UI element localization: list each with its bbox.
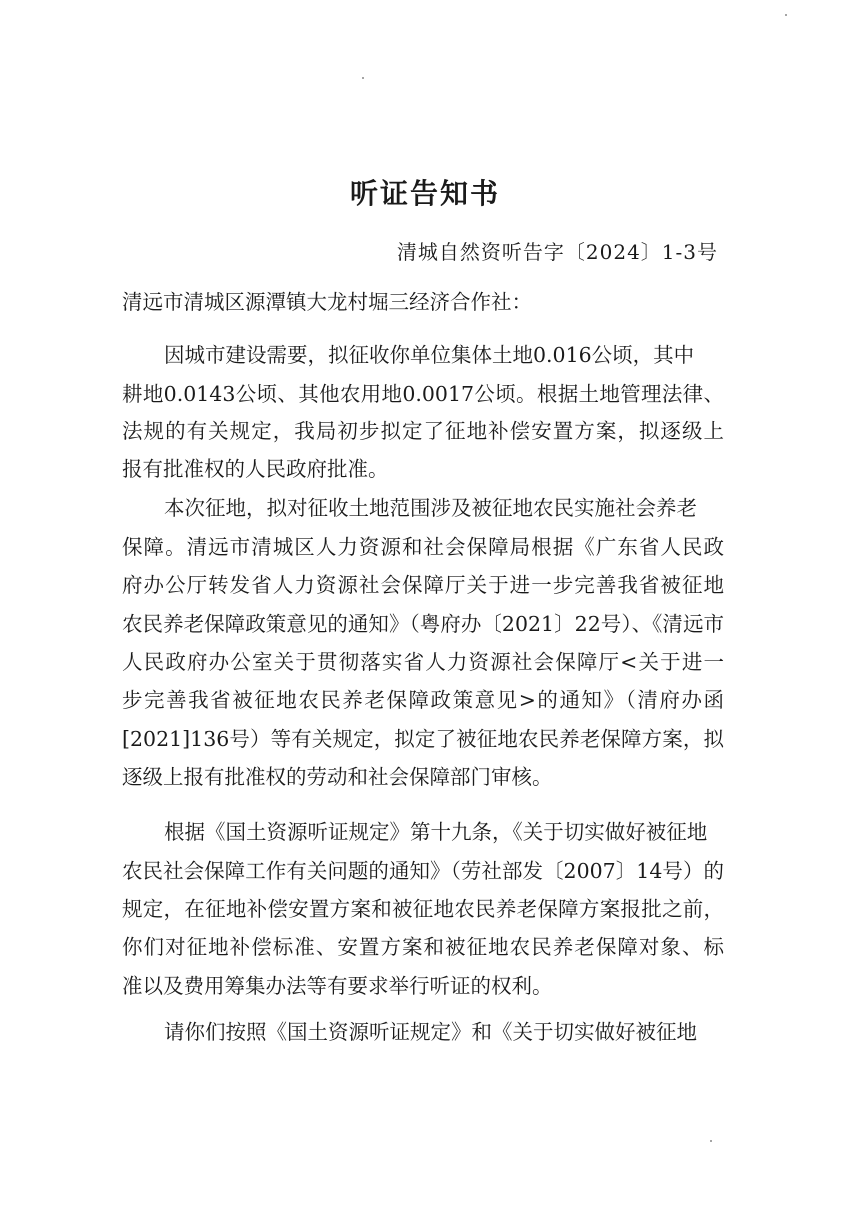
paragraph-line: 农民社会保障工作有关问题的通知》（劳社部发〔2007〕14号）的 bbox=[122, 859, 724, 883]
paragraph-line: 准以及费用筹集办法等有要求举行听证的权利。 bbox=[122, 974, 553, 998]
paragraph-line: 逐级上报有批准权的劳动和社会保障部门审核。 bbox=[122, 765, 553, 789]
paragraph-line: 耕地0.0143公顷、其他农用地0.0017公顷。根据土地管理法律、 bbox=[122, 382, 724, 406]
paragraph-line: 法规的有关规定，我局初步拟定了征地补偿安置方案，拟逐级上 bbox=[122, 419, 724, 443]
paragraph-line: 因城市建设需要，拟征收你单位集体土地0.016公顷，其中 bbox=[164, 343, 695, 367]
paragraph-line: 你们对征地补偿标准、安置方案和被征地农民养老保障对象、标 bbox=[122, 935, 724, 959]
paragraph-line: 规定，在征地补偿安置方案和被征地农民养老保障方案报批之前， bbox=[122, 897, 724, 921]
paragraph-line: 农民养老保障政策意见的通知》（粤府办〔2021〕22号）、《清远市 bbox=[122, 612, 724, 636]
addressee: 清远市清城区源潭镇大龙村堀三经济合作社： bbox=[122, 290, 532, 314]
paragraph-line: 保障。清远市清城区人力资源和社会保障局根据《广东省人民政 bbox=[122, 535, 724, 559]
paragraph-line: 请你们按照《国土资源听证规定》和《关于切实做好被征地 bbox=[164, 1020, 697, 1044]
paragraph-line: 本次征地，拟对征收土地范围涉及被征地农民实施社会养老 bbox=[164, 496, 697, 520]
paragraph-line: [2021]136号）等有关规定，拟定了被征地农民养老保障方案，拟 bbox=[122, 727, 724, 751]
document-title: 听证告知书 bbox=[349, 177, 500, 210]
paragraph-line: 步完善我省被征地农民养老保障政策意见>的通知》（清府办函 bbox=[122, 688, 724, 712]
scan-speck bbox=[785, 14, 787, 16]
scan-speck bbox=[710, 1140, 712, 1142]
paragraph-line: 根据《国土资源听证规定》第十九条，《关于切实做好被征地 bbox=[164, 820, 708, 844]
paragraph-line: 报有批准权的人民政府批准。 bbox=[122, 457, 389, 481]
paragraph-line: 人民政府办公室关于贯彻落实省人力资源社会保障厅<关于进一 bbox=[122, 650, 724, 674]
document-number: 清城自然资听告字〔2024〕1-3号 bbox=[396, 240, 718, 264]
scan-speck bbox=[362, 77, 364, 79]
paragraph-line: 府办公厅转发省人力资源社会保障厅关于进一步完善我省被征地 bbox=[122, 573, 724, 597]
